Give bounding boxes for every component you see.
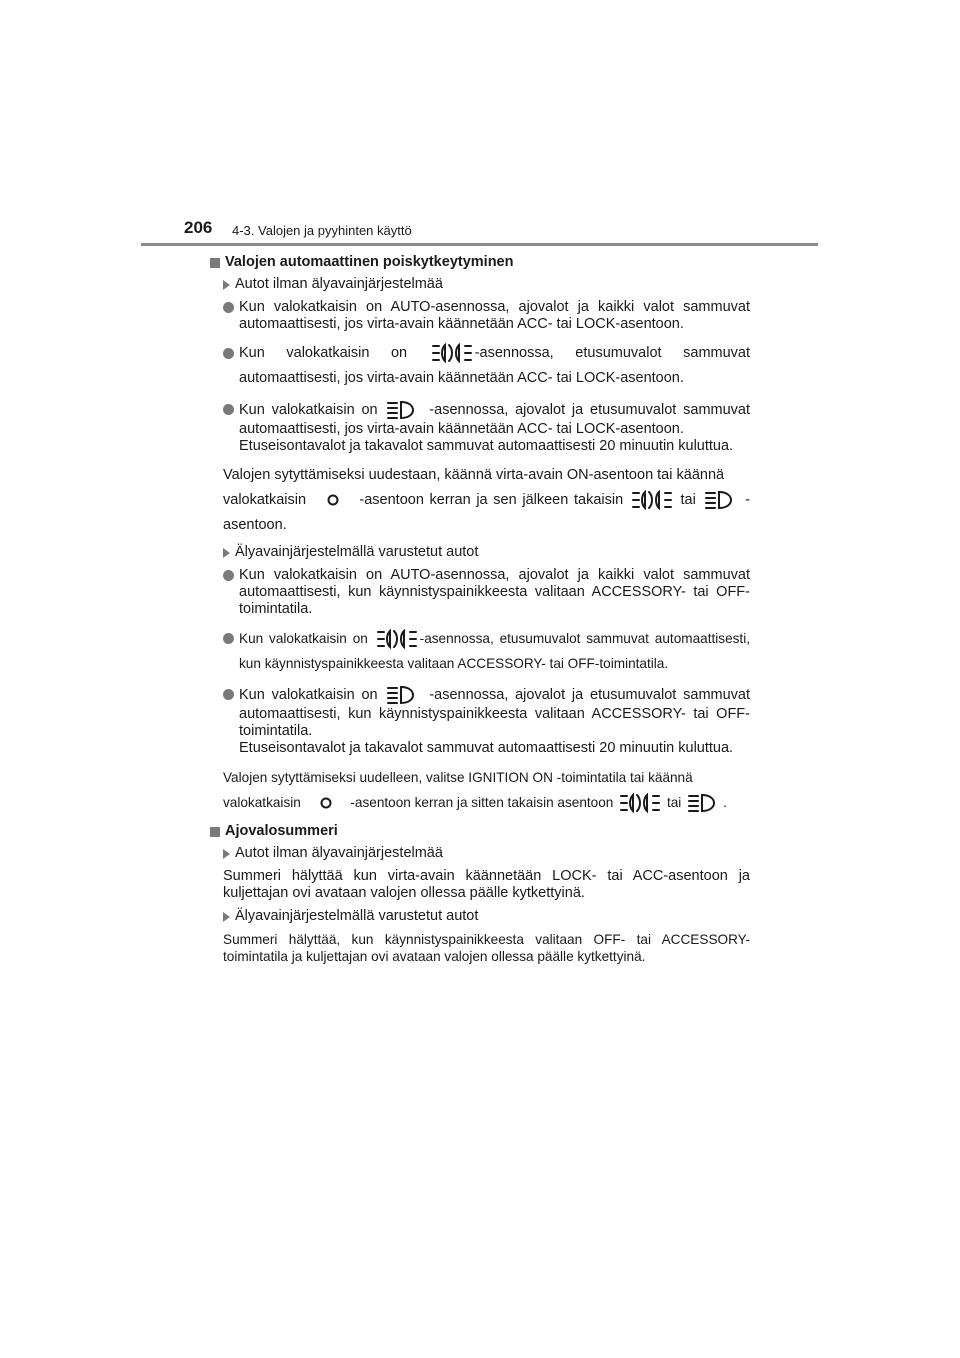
arrow-bullet-icon xyxy=(223,849,230,859)
light-switch-off-icon xyxy=(319,796,333,810)
headlights-icon xyxy=(705,489,737,511)
round-bullet-icon xyxy=(223,348,234,359)
buzzer-paragraph: Summeri hälyttää kun virta-avain käännetään LOCK- tai ACC-asentoon ja kuljettajan ovi avataan valojen ollessa päälle kytkettyinä. xyxy=(223,868,750,901)
tail-lights-icon xyxy=(432,342,472,364)
round-bullet-icon xyxy=(223,633,234,644)
list-item: Kun valokatkaisin on -asennossa, etusumuvalot sammuvat automaattisesti, jos virta-avain käännetään ACC- tai LOCK-asentoon. xyxy=(210,341,750,391)
square-bullet-icon xyxy=(210,827,220,837)
tail-lights-icon xyxy=(632,489,672,511)
headlights-icon xyxy=(688,792,720,814)
subheading-no-smart-key: Autot ilman älyavainjärjestelmää xyxy=(223,276,750,293)
page-content xyxy=(210,254,750,971)
list-item: Kun valokatkaisin on AUTO-asennossa, ajovalot ja kaikki valot sammuvat automaattisesti, kun käynnistyspainikkeesta valitaan ACCESSORY- tai OFF-toimintatila. xyxy=(210,567,750,618)
list-item: Kun valokatkaisin on -asennossa, etusumuvalot sammuvat automaattisesti, kun käynnistyspainikkeesta valitaan ACCESSORY- tai OFF-toimintatila. xyxy=(210,626,750,676)
list-item: Kun valokatkaisin on AUTO-asennossa, ajovalot ja kaikki valot sammuvat automaattisesti, jos virta-avain käännetään ACC- tai LOCK-asentoon. xyxy=(210,299,750,333)
relight-paragraph: Valojen sytyttämiseksi uudelleen, valitse IGNITION ON -toimintatila tai käännä valokatkaisin -asentoon kerran ja sitten takaisin asentoon tai . xyxy=(210,765,750,815)
light-switch-off-icon xyxy=(326,493,340,507)
headlights-icon xyxy=(387,399,419,421)
headlights-icon xyxy=(387,684,419,706)
relight-paragraph: Valojen sytyttämiseksi uudestaan, käännä virta-avain ON-asentoon tai käännä valokatkaisin -asentoon kerran ja sen jälkeen takaisin tai -asentoon. xyxy=(223,467,751,533)
round-bullet-icon xyxy=(223,404,234,415)
round-bullet-icon xyxy=(223,570,234,581)
tail-lights-icon xyxy=(620,792,660,814)
buzzer-paragraph: Summeri hälyttää, kun käynnistyspainikkeesta valitaan OFF- tai ACCESSORY-toimintatila ja kuljettajan ovi avataan valojen ollessa päälle kytkettyinä. xyxy=(223,932,750,964)
round-bullet-icon xyxy=(223,302,234,313)
auto-off-heading: Valojen automaattinen poiskytkeytyminen xyxy=(210,254,750,271)
list-item: Kun valokatkaisin on -asennossa, ajovalot ja etusumuvalot sammuvat automaattisesti, jos virta-avain käännetään ACC- tai LOCK-asentoon. Etuseisontavalot ja takavalot sammuvat automaattisesti 20 minuutin kuluttua. xyxy=(210,399,750,455)
arrow-bullet-icon xyxy=(223,548,230,558)
round-bullet-icon xyxy=(223,689,234,700)
subheading-no-smart-key: Autot ilman älyavainjärjestelmää xyxy=(223,845,750,862)
tail-lights-icon xyxy=(377,628,417,650)
subheading-smart-key: Älyavainjärjestelmällä varustetut autot xyxy=(223,908,750,925)
section-title: 4-3. Valojen ja pyyhinten käyttö xyxy=(232,223,412,238)
arrow-bullet-icon xyxy=(223,912,230,922)
arrow-bullet-icon xyxy=(223,280,230,290)
list-item: Kun valokatkaisin on -asennossa, ajovalot ja etusumuvalot sammuvat automaattisesti, kun käynnistyspainikkeesta valitaan ACCESSORY- tai OFF-toimintatila. Etuseisontavalot ja takavalot sammuvat automaattisesti 20 minuutin kuluttua. xyxy=(210,684,750,757)
page-number: 206 xyxy=(184,218,213,237)
buzzer-heading: Ajovalosummeri xyxy=(210,823,750,840)
subheading-smart-key: Älyavainjärjestelmällä varustetut autot xyxy=(223,544,750,561)
header-rule xyxy=(141,243,818,246)
square-bullet-icon xyxy=(210,258,220,268)
